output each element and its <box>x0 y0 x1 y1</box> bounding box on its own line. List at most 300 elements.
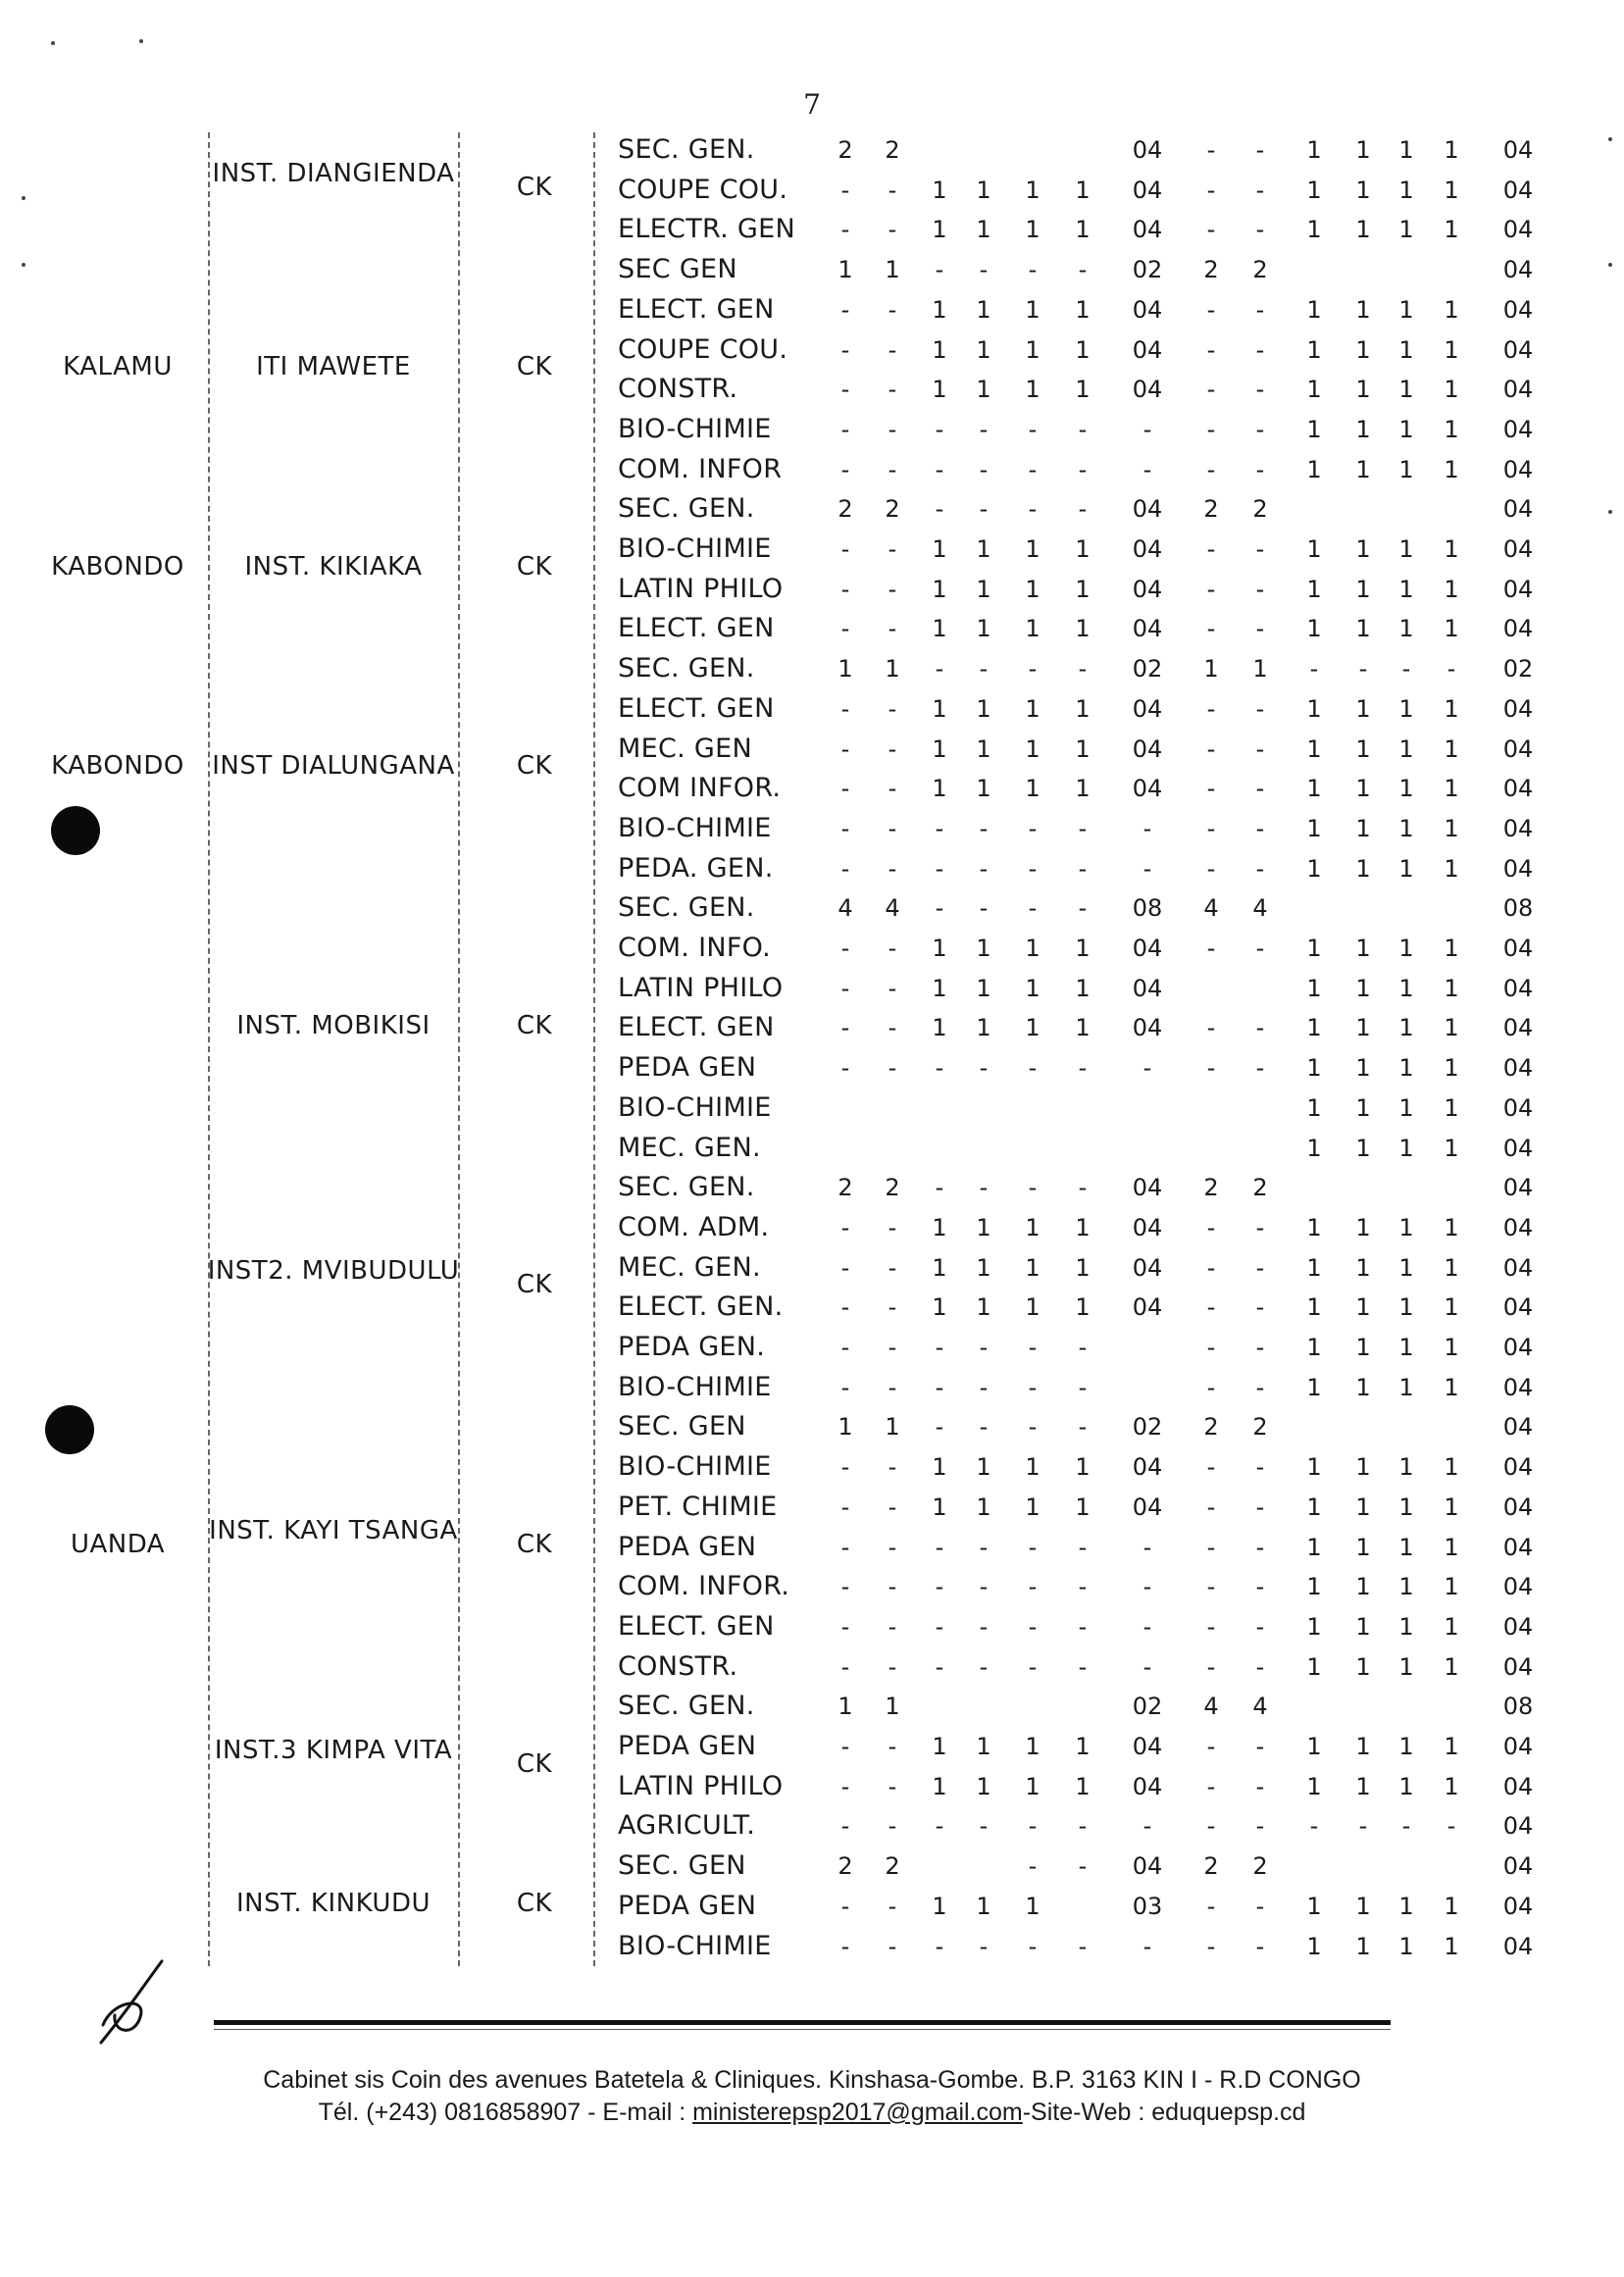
option-label: SEC GEN <box>618 254 737 285</box>
option-label: MEC. GEN. <box>618 1251 761 1283</box>
count-cell: 1 <box>976 335 991 364</box>
count-cell: 1 <box>932 535 947 563</box>
count-cell: 1 <box>1306 1334 1322 1361</box>
count-cell: - <box>1206 535 1216 563</box>
total-cell: 04 <box>1132 1213 1163 1241</box>
total-cell: 04 <box>1502 1213 1534 1241</box>
count-cell: - <box>1078 1533 1088 1561</box>
school-name: INST. MOBIKISI <box>236 1010 431 1040</box>
count-cell: - <box>888 1453 897 1482</box>
count-cell: 1 <box>1444 1293 1459 1322</box>
total-cell: 04 <box>1502 974 1534 1002</box>
total-cell: 04 <box>1502 136 1534 164</box>
count-cell: - <box>935 1413 944 1442</box>
count-cell: 1 <box>1444 734 1459 763</box>
count-cell: - <box>935 1812 944 1841</box>
ck-code: CK <box>516 1270 553 1300</box>
count-cell: 1 <box>1306 1453 1322 1482</box>
count-cell: 1 <box>1306 136 1322 164</box>
count-cell: 1 <box>1355 415 1371 443</box>
count-cell: 1 <box>1444 1253 1459 1282</box>
table-row <box>588 1806 1569 1846</box>
count-cell: - <box>1309 1812 1319 1841</box>
count-cell: - <box>1078 1852 1088 1881</box>
table-row <box>588 1488 1569 1527</box>
table-row <box>588 649 1569 688</box>
count-cell: 1 <box>1025 1733 1040 1760</box>
count-cell: - <box>1206 216 1216 244</box>
count-cell: - <box>1028 1932 1038 1960</box>
count-cell: - <box>840 1453 850 1482</box>
total-cell: - <box>1142 1932 1152 1960</box>
table-row <box>588 888 1569 928</box>
count-cell: 1 <box>1306 535 1322 563</box>
count-cell: - <box>1255 376 1265 404</box>
table-row <box>588 1567 1569 1606</box>
count-cell: - <box>979 894 989 923</box>
count-cell: - <box>840 535 850 563</box>
count-cell: 1 <box>932 376 947 404</box>
count-cell: - <box>1028 1054 1038 1083</box>
count-cell: - <box>1255 1054 1265 1083</box>
count-cell: - <box>1206 814 1216 842</box>
option-label: ELECT. GEN <box>618 692 775 724</box>
count-cell: 1 <box>1398 1014 1414 1042</box>
option-label: COM. ADM. <box>618 1211 770 1242</box>
count-cell: - <box>840 1334 850 1361</box>
count-cell: - <box>979 854 989 883</box>
count-cell: 1 <box>1398 1334 1414 1361</box>
count-cell: - <box>935 1054 944 1083</box>
option-label: BIO-CHIMIE <box>618 812 772 843</box>
option-label: BIO-CHIMIE <box>618 413 772 444</box>
footer-site-link[interactable]: eduquepsp.cd <box>1151 2099 1306 2126</box>
total-cell: 03 <box>1132 1892 1163 1920</box>
count-cell: 1 <box>1306 1932 1322 1960</box>
count-cell: 1 <box>1398 935 1414 962</box>
option-label: COUPE COU. <box>618 333 788 365</box>
count-cell: - <box>840 1812 850 1841</box>
count-cell: 1 <box>1025 1493 1040 1521</box>
option-label: ELECT. GEN <box>618 293 775 325</box>
count-cell: 1 <box>1444 1134 1459 1162</box>
total-cell: 02 <box>1132 256 1163 284</box>
count-cell: 1 <box>1025 1892 1040 1920</box>
count-cell: 1 <box>1306 1134 1322 1162</box>
count-cell: - <box>1206 1014 1216 1042</box>
count-cell: - <box>1255 935 1265 962</box>
table-row <box>588 1248 1569 1288</box>
count-cell: 1 <box>837 256 853 284</box>
option-label: PEDA GEN <box>618 1731 757 1761</box>
count-cell: - <box>1078 1373 1088 1401</box>
count-cell: 1 <box>1306 455 1322 483</box>
count-cell: - <box>840 974 850 1002</box>
count-cell: 1 <box>1306 814 1322 842</box>
table-row <box>588 1008 1569 1047</box>
count-cell: 1 <box>1398 1054 1414 1083</box>
ck-code: CK <box>516 1748 553 1779</box>
count-cell: 1 <box>1398 535 1414 563</box>
total-cell: 08 <box>1132 894 1163 923</box>
count-cell: - <box>840 455 850 483</box>
count-cell: - <box>888 176 897 204</box>
count-cell: - <box>888 694 897 723</box>
count-cell: 1 <box>1025 775 1040 803</box>
count-cell: - <box>888 854 897 883</box>
count-cell: 1 <box>976 1892 991 1920</box>
count-cell: - <box>1078 1652 1088 1681</box>
count-cell: 2 <box>1203 1852 1219 1881</box>
table-row <box>588 1847 1569 1886</box>
count-cell: 1 <box>1398 734 1414 763</box>
total-cell: 04 <box>1502 335 1534 364</box>
count-cell: 1 <box>932 575 947 603</box>
count-cell: 1 <box>1355 935 1371 962</box>
count-cell: - <box>935 1932 944 1960</box>
count-cell: - <box>888 1932 897 1960</box>
count-cell: - <box>1255 1373 1265 1401</box>
option-label: SEC. GEN. <box>618 1172 755 1203</box>
total-cell: 04 <box>1132 1293 1163 1322</box>
option-label: BIO-CHIMIE <box>618 1091 772 1123</box>
count-cell: 1 <box>1025 1293 1040 1322</box>
count-cell: 1 <box>1355 1054 1371 1083</box>
total-cell: 04 <box>1502 1932 1534 1960</box>
total-cell: 04 <box>1502 295 1534 324</box>
count-cell: 1 <box>1355 1652 1371 1681</box>
count-cell: 1 <box>1306 615 1322 643</box>
count-cell: 1 <box>1025 734 1040 763</box>
count-cell: 1 <box>1355 1533 1371 1561</box>
count-cell: 1 <box>932 1733 947 1760</box>
count-cell: - <box>840 1373 850 1401</box>
count-cell: - <box>1206 1892 1216 1920</box>
count-cell: - <box>1028 814 1038 842</box>
table-row <box>588 1528 1569 1567</box>
count-cell: - <box>1078 1054 1088 1083</box>
total-cell: 04 <box>1502 415 1534 443</box>
count-cell: - <box>840 1892 850 1920</box>
total-cell: - <box>1142 415 1152 443</box>
option-label: PEDA GEN <box>618 1531 757 1562</box>
school-name: INST. KINKUDU <box>235 1889 431 1919</box>
count-cell: 1 <box>1355 295 1371 324</box>
count-cell: - <box>1078 495 1088 524</box>
count-cell: - <box>888 575 897 603</box>
commune-name: KALAMU <box>63 352 173 382</box>
count-cell: 1 <box>976 176 991 204</box>
total-cell: 04 <box>1502 1014 1534 1042</box>
count-cell: - <box>840 814 850 842</box>
count-cell: 1 <box>1444 176 1459 204</box>
school-name: INST. KAYI TSANGA <box>209 1515 458 1545</box>
count-cell: 1 <box>1075 935 1091 962</box>
count-cell: 1 <box>1306 935 1322 962</box>
count-cell: - <box>1028 1533 1038 1561</box>
count-cell: 1 <box>1355 854 1371 883</box>
count-cell: 1 <box>1203 655 1219 683</box>
count-cell: 1 <box>1398 176 1414 204</box>
commune-name: KABONDO <box>51 751 184 782</box>
total-cell: - <box>1142 455 1152 483</box>
count-cell: 4 <box>1252 894 1268 923</box>
count-cell: 1 <box>1025 216 1040 244</box>
school-name: INST. KIKIAKA <box>244 551 423 582</box>
count-cell: 1 <box>1025 1213 1040 1241</box>
count-cell: 1 <box>1306 1293 1322 1322</box>
count-cell: - <box>935 1373 944 1401</box>
count-cell: - <box>1078 455 1088 483</box>
count-cell: 1 <box>1025 535 1040 563</box>
count-cell: - <box>1255 694 1265 723</box>
count-cell: 1 <box>1306 1652 1322 1681</box>
count-cell: 1 <box>1398 1772 1414 1800</box>
count-cell: 1 <box>1025 1772 1040 1800</box>
count-cell: 4 <box>885 894 900 923</box>
count-cell: - <box>888 775 897 803</box>
total-cell: 08 <box>1502 894 1534 923</box>
count-cell: - <box>1206 1612 1216 1641</box>
count-cell: - <box>888 216 897 244</box>
count-cell: - <box>1255 854 1265 883</box>
count-cell: 1 <box>1075 1733 1091 1760</box>
count-cell: 1 <box>837 1693 853 1721</box>
count-cell: - <box>1078 415 1088 443</box>
count-cell: 1 <box>885 1693 900 1721</box>
count-cell: - <box>1028 1573 1038 1601</box>
count-cell: 1 <box>1444 814 1459 842</box>
count-cell: - <box>888 1253 897 1282</box>
count-cell: 1 <box>1025 935 1040 962</box>
option-label: COUPE COU. <box>618 174 788 205</box>
total-cell: 04 <box>1132 974 1163 1002</box>
count-cell: 1 <box>1398 1493 1414 1521</box>
school-name: INST DIALUNGANA <box>212 751 455 782</box>
option-label: BIO-CHIMIE <box>618 1451 772 1483</box>
total-cell: - <box>1142 854 1152 883</box>
count-cell: - <box>840 1014 850 1042</box>
column-separator <box>208 132 210 1966</box>
count-cell: 1 <box>1444 575 1459 603</box>
count-cell: - <box>1309 655 1319 683</box>
count-cell: - <box>1206 1573 1216 1601</box>
count-cell: 1 <box>1444 854 1459 883</box>
count-cell: 1 <box>1355 1293 1371 1322</box>
count-cell: 1 <box>1025 694 1040 723</box>
count-cell: 1 <box>1355 1733 1371 1760</box>
count-cell: 1 <box>1398 1373 1414 1401</box>
count-cell: 1 <box>1075 176 1091 204</box>
total-cell: 04 <box>1132 1453 1163 1482</box>
count-cell: 1 <box>932 734 947 763</box>
count-cell: 1 <box>1444 1533 1459 1561</box>
count-cell: - <box>1206 136 1216 164</box>
count-cell: - <box>840 216 850 244</box>
option-label: COM INFOR. <box>618 773 782 804</box>
count-cell: 1 <box>1398 1093 1414 1122</box>
total-cell: 04 <box>1132 495 1163 524</box>
option-label: BIO-CHIMIE <box>618 533 772 564</box>
table-row <box>588 849 1569 888</box>
ck-code: CK <box>516 173 553 203</box>
count-cell: 1 <box>1355 615 1371 643</box>
table-row <box>588 1927 1569 1966</box>
table-row <box>588 1208 1569 1247</box>
total-cell: 04 <box>1502 1054 1534 1083</box>
count-cell: 1 <box>1444 1014 1459 1042</box>
count-cell: 1 <box>1398 216 1414 244</box>
count-cell: 1 <box>1306 415 1322 443</box>
count-cell: 1 <box>1398 814 1414 842</box>
count-cell: 1 <box>1444 535 1459 563</box>
count-cell: 1 <box>1075 535 1091 563</box>
count-cell: 4 <box>837 894 853 923</box>
option-label: LATIN PHILO <box>618 972 784 1003</box>
count-cell: 1 <box>932 335 947 364</box>
count-cell: 1 <box>1398 1293 1414 1322</box>
count-cell: - <box>888 615 897 643</box>
count-cell: - <box>1255 535 1265 563</box>
count-cell: - <box>935 455 944 483</box>
commune-name: KABONDO <box>51 551 184 582</box>
count-cell: 1 <box>932 1892 947 1920</box>
count-cell: - <box>979 1373 989 1401</box>
count-cell: - <box>1206 694 1216 723</box>
table-row <box>588 1368 1569 1407</box>
total-cell: - <box>1142 1652 1152 1681</box>
count-cell: 1 <box>1306 575 1322 603</box>
count-cell: 1 <box>976 694 991 723</box>
count-cell: - <box>888 376 897 404</box>
count-cell: 1 <box>1398 1134 1414 1162</box>
count-cell: 1 <box>1355 1213 1371 1241</box>
count-cell: - <box>1028 894 1038 923</box>
count-cell: - <box>1255 295 1265 324</box>
count-cell: - <box>1255 216 1265 244</box>
count-cell: 1 <box>1444 1733 1459 1760</box>
count-cell: 1 <box>1306 1772 1322 1800</box>
total-cell: 04 <box>1132 694 1163 723</box>
count-cell: - <box>1206 1054 1216 1083</box>
count-cell: - <box>1206 1652 1216 1681</box>
count-cell: 2 <box>1252 1174 1268 1202</box>
total-cell: 02 <box>1132 655 1163 683</box>
count-cell: - <box>1028 455 1038 483</box>
table-row <box>588 689 1569 729</box>
count-cell: 1 <box>1398 1652 1414 1681</box>
count-cell: - <box>1206 1334 1216 1361</box>
count-cell: 1 <box>1252 655 1268 683</box>
count-cell: 1 <box>1355 1573 1371 1601</box>
count-cell: 1 <box>976 1733 991 1760</box>
count-cell: - <box>1028 655 1038 683</box>
total-cell: 04 <box>1132 1733 1163 1760</box>
count-cell: 1 <box>1306 1253 1322 1282</box>
scan-speck <box>139 39 143 43</box>
count-cell: - <box>888 335 897 364</box>
count-cell: 1 <box>1025 1253 1040 1282</box>
count-cell: 1 <box>1025 335 1040 364</box>
count-cell: - <box>888 734 897 763</box>
table-row <box>588 370 1569 409</box>
count-cell: 1 <box>1306 734 1322 763</box>
count-cell: - <box>935 415 944 443</box>
count-cell: 1 <box>1075 974 1091 1002</box>
option-label: BIO-CHIMIE <box>618 1930 772 1961</box>
option-label: PEDA GEN <box>618 1890 757 1921</box>
total-cell: 04 <box>1502 1413 1534 1442</box>
count-cell: - <box>1028 1652 1038 1681</box>
count-cell: 1 <box>976 1493 991 1521</box>
count-cell: - <box>1206 1533 1216 1561</box>
total-cell: 04 <box>1502 1174 1534 1202</box>
count-cell: 1 <box>885 1413 900 1442</box>
count-cell: 2 <box>1203 1174 1219 1202</box>
count-cell: - <box>1255 1453 1265 1482</box>
count-cell: - <box>1358 655 1368 683</box>
count-cell: - <box>840 335 850 364</box>
count-cell: 1 <box>1306 1533 1322 1561</box>
count-cell: - <box>1255 1493 1265 1521</box>
count-cell: 1 <box>1444 1892 1459 1920</box>
count-cell: - <box>1446 1812 1456 1841</box>
count-cell: 1 <box>1306 376 1322 404</box>
total-cell: 04 <box>1502 1453 1534 1482</box>
total-cell: 04 <box>1502 376 1534 404</box>
count-cell: - <box>888 1213 897 1241</box>
count-cell: 1 <box>1398 1253 1414 1282</box>
page-number: 7 <box>803 88 821 121</box>
count-cell: 1 <box>1306 775 1322 803</box>
table-row <box>588 410 1569 449</box>
total-cell: 04 <box>1132 1253 1163 1282</box>
column-separator <box>458 132 460 1966</box>
school-name: ITI MAWETE <box>256 352 411 382</box>
count-cell: - <box>888 935 897 962</box>
footer-email-link[interactable]: ministerepsp2017@gmail.com <box>692 2099 1023 2126</box>
count-cell: 1 <box>1306 1373 1322 1401</box>
count-cell: 4 <box>1203 1693 1219 1721</box>
count-cell: 1 <box>1398 694 1414 723</box>
total-cell: 04 <box>1502 694 1534 723</box>
option-label: SEC. GEN. <box>618 134 755 165</box>
count-cell: - <box>1206 335 1216 364</box>
table-row <box>588 1407 1569 1446</box>
count-cell: - <box>840 1772 850 1800</box>
total-cell: 04 <box>1132 535 1163 563</box>
count-cell: 1 <box>1398 1213 1414 1241</box>
count-cell: 1 <box>1355 1932 1371 1960</box>
total-cell: 04 <box>1502 1772 1534 1800</box>
count-cell: - <box>888 415 897 443</box>
count-cell: - <box>935 256 944 284</box>
table-row <box>588 290 1569 329</box>
count-cell: - <box>888 1612 897 1641</box>
count-cell: - <box>1078 1573 1088 1601</box>
count-cell: 1 <box>1398 1533 1414 1561</box>
option-label: COM. INFO. <box>618 933 771 963</box>
total-cell: 04 <box>1132 575 1163 603</box>
ck-code: CK <box>516 551 553 582</box>
count-cell: 1 <box>1444 1932 1459 1960</box>
count-cell: - <box>888 455 897 483</box>
scan-speck <box>1608 137 1612 141</box>
total-cell: 04 <box>1132 775 1163 803</box>
total-cell: 04 <box>1132 615 1163 643</box>
count-cell: 1 <box>1355 1453 1371 1482</box>
count-cell: - <box>979 1812 989 1841</box>
